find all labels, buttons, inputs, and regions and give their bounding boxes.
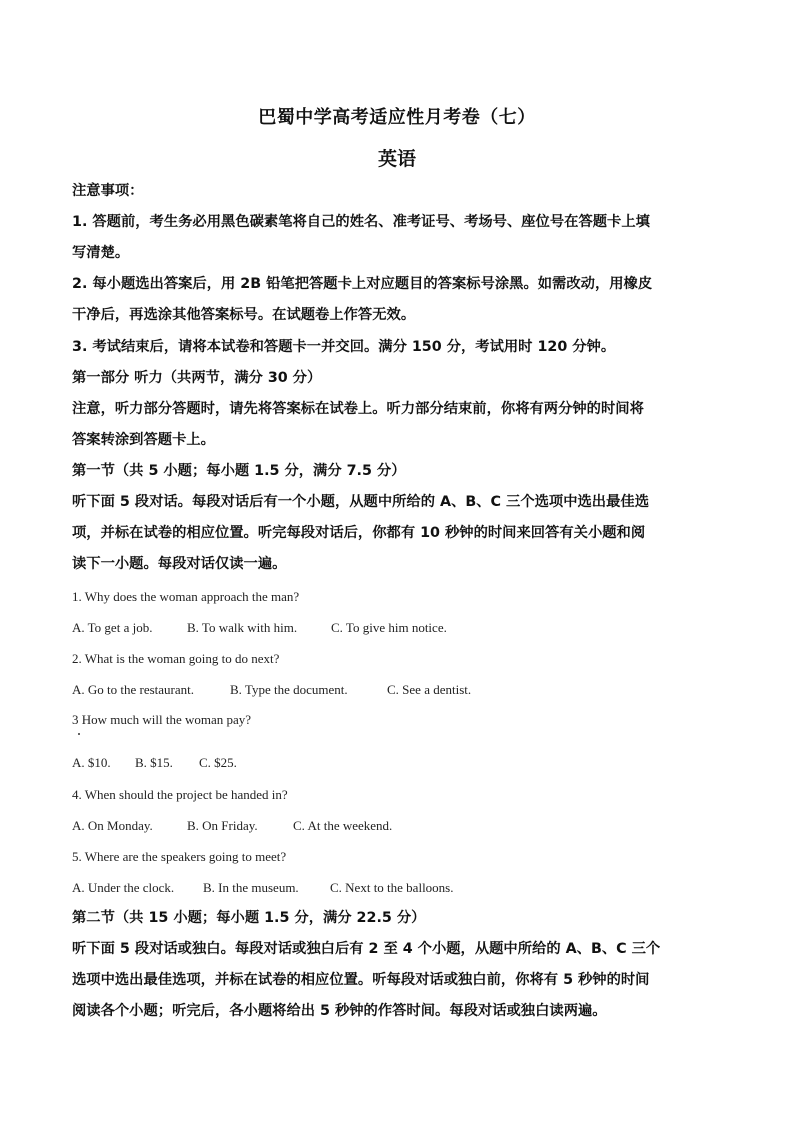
notice-heading: 注意事项： [72, 183, 144, 199]
notice-item-2-line-1: 2. 每小题选出答案后，用 2B 铅笔把答题卡上对应题目的答案标号涂黑。如需改动，用橡皮 [72, 276, 653, 292]
question-2: 2. What is the woman going to do next? [72, 651, 280, 666]
notice-item-3: 3. 考试结束后，请将本试卷和答题卡一并交回。满分 150 分，考试用时 120 分钟。 [72, 339, 616, 355]
part1-note-line-1: 注意，听力部分答题时，请先将答案标在试卷上。听力部分结束前，你将有两分钟的时间将 [72, 401, 644, 417]
section1-instruction-line-1: 听下面 5 段对话。每段对话后有一个小题，从题中所给的 A、B、C 三个选项中选出最佳选 [72, 494, 649, 510]
subject-title: 英语 [377, 148, 416, 170]
option-b: B. To walk with him. [187, 620, 298, 635]
option-b: B. $15. [135, 755, 173, 770]
option-b: B. Type the document. [230, 682, 348, 697]
option-c: C. At the weekend. [293, 818, 393, 833]
part1-note-line-2: 答案转涂到答题卡上。 [72, 432, 215, 448]
notice-item-2-line-2: 干净后，再选涂其他答案标号。在试题卷上作答无效。 [72, 307, 416, 323]
question-4: 4. When should the project be handed in? [72, 787, 288, 802]
option-a: A. Go to the restaurant. [72, 682, 195, 697]
option-c: C. $25. [199, 755, 237, 770]
option-b: B. On Friday. [187, 818, 258, 833]
stray-dot [78, 733, 80, 735]
option-a: A. On Monday. [72, 818, 153, 833]
option-c: C. To give him notice. [331, 620, 447, 635]
exam-title: 巴蜀中学高考适应性月考卷（七） [258, 107, 536, 128]
section2-instruction-line-2: 选项中选出最佳选项，并标在试卷的相应位置。听每段对话或独白前，你将有 5 秒钟的时间 [72, 972, 650, 988]
option-a: A. $10. [72, 755, 111, 770]
section1-heading: 第一节（共 5 小题；每小题 1.5 分，满分 7.5 分） [72, 463, 406, 479]
question-1: 1. Why does the woman approach the man? [72, 589, 300, 604]
option-c: C. Next to the balloons. [330, 880, 454, 895]
section2-heading: 第二节（共 15 小题；每小题 1.5 分，满分 22.5 分） [72, 910, 426, 926]
question-2-options [72, 682, 471, 697]
question-1-options [72, 620, 447, 635]
question-5-options [72, 880, 454, 895]
section2-instruction-line-3: 阅读各个小题；听完后，各小题将给出 5 秒钟的作答时间。每段对话或独白读两遍。 [72, 1003, 607, 1019]
notice-item-1-line-2: 写清楚。 [72, 245, 130, 261]
option-c: C. See a dentist. [387, 682, 472, 697]
question-5: 5. Where are the speakers going to meet? [72, 849, 287, 864]
section2-instruction-line-1: 听下面 5 段对话或独白。每段对话或独白后有 2 至 4 个小题，从题中所给的 A、B、C 三个 [72, 941, 661, 957]
section1-instruction-line-2: 项，并标在试卷的相应位置。听完每段对话后，你都有 10 秒钟的时间来回答有关小题和阅 [72, 525, 646, 541]
question-3: 3 How much will the woman pay? [72, 712, 252, 727]
question-3-options [72, 755, 237, 770]
option-a: A. Under the clock. [72, 880, 175, 895]
option-a: A. To get a job. [72, 620, 153, 635]
notice-item-1-line-1: 1. 答题前，考生务必用黑色碳素笔将自己的姓名、准考证号、考场号、座位号在答题卡上填 [72, 214, 650, 230]
question-4-options [72, 818, 392, 833]
part1-heading: 第一部分 听力（共两节，满分 30 分） [72, 370, 322, 386]
option-b: B. In the museum. [203, 880, 299, 895]
section1-instruction-line-3: 读下一小题。每段对话仅读一遍。 [72, 556, 287, 572]
